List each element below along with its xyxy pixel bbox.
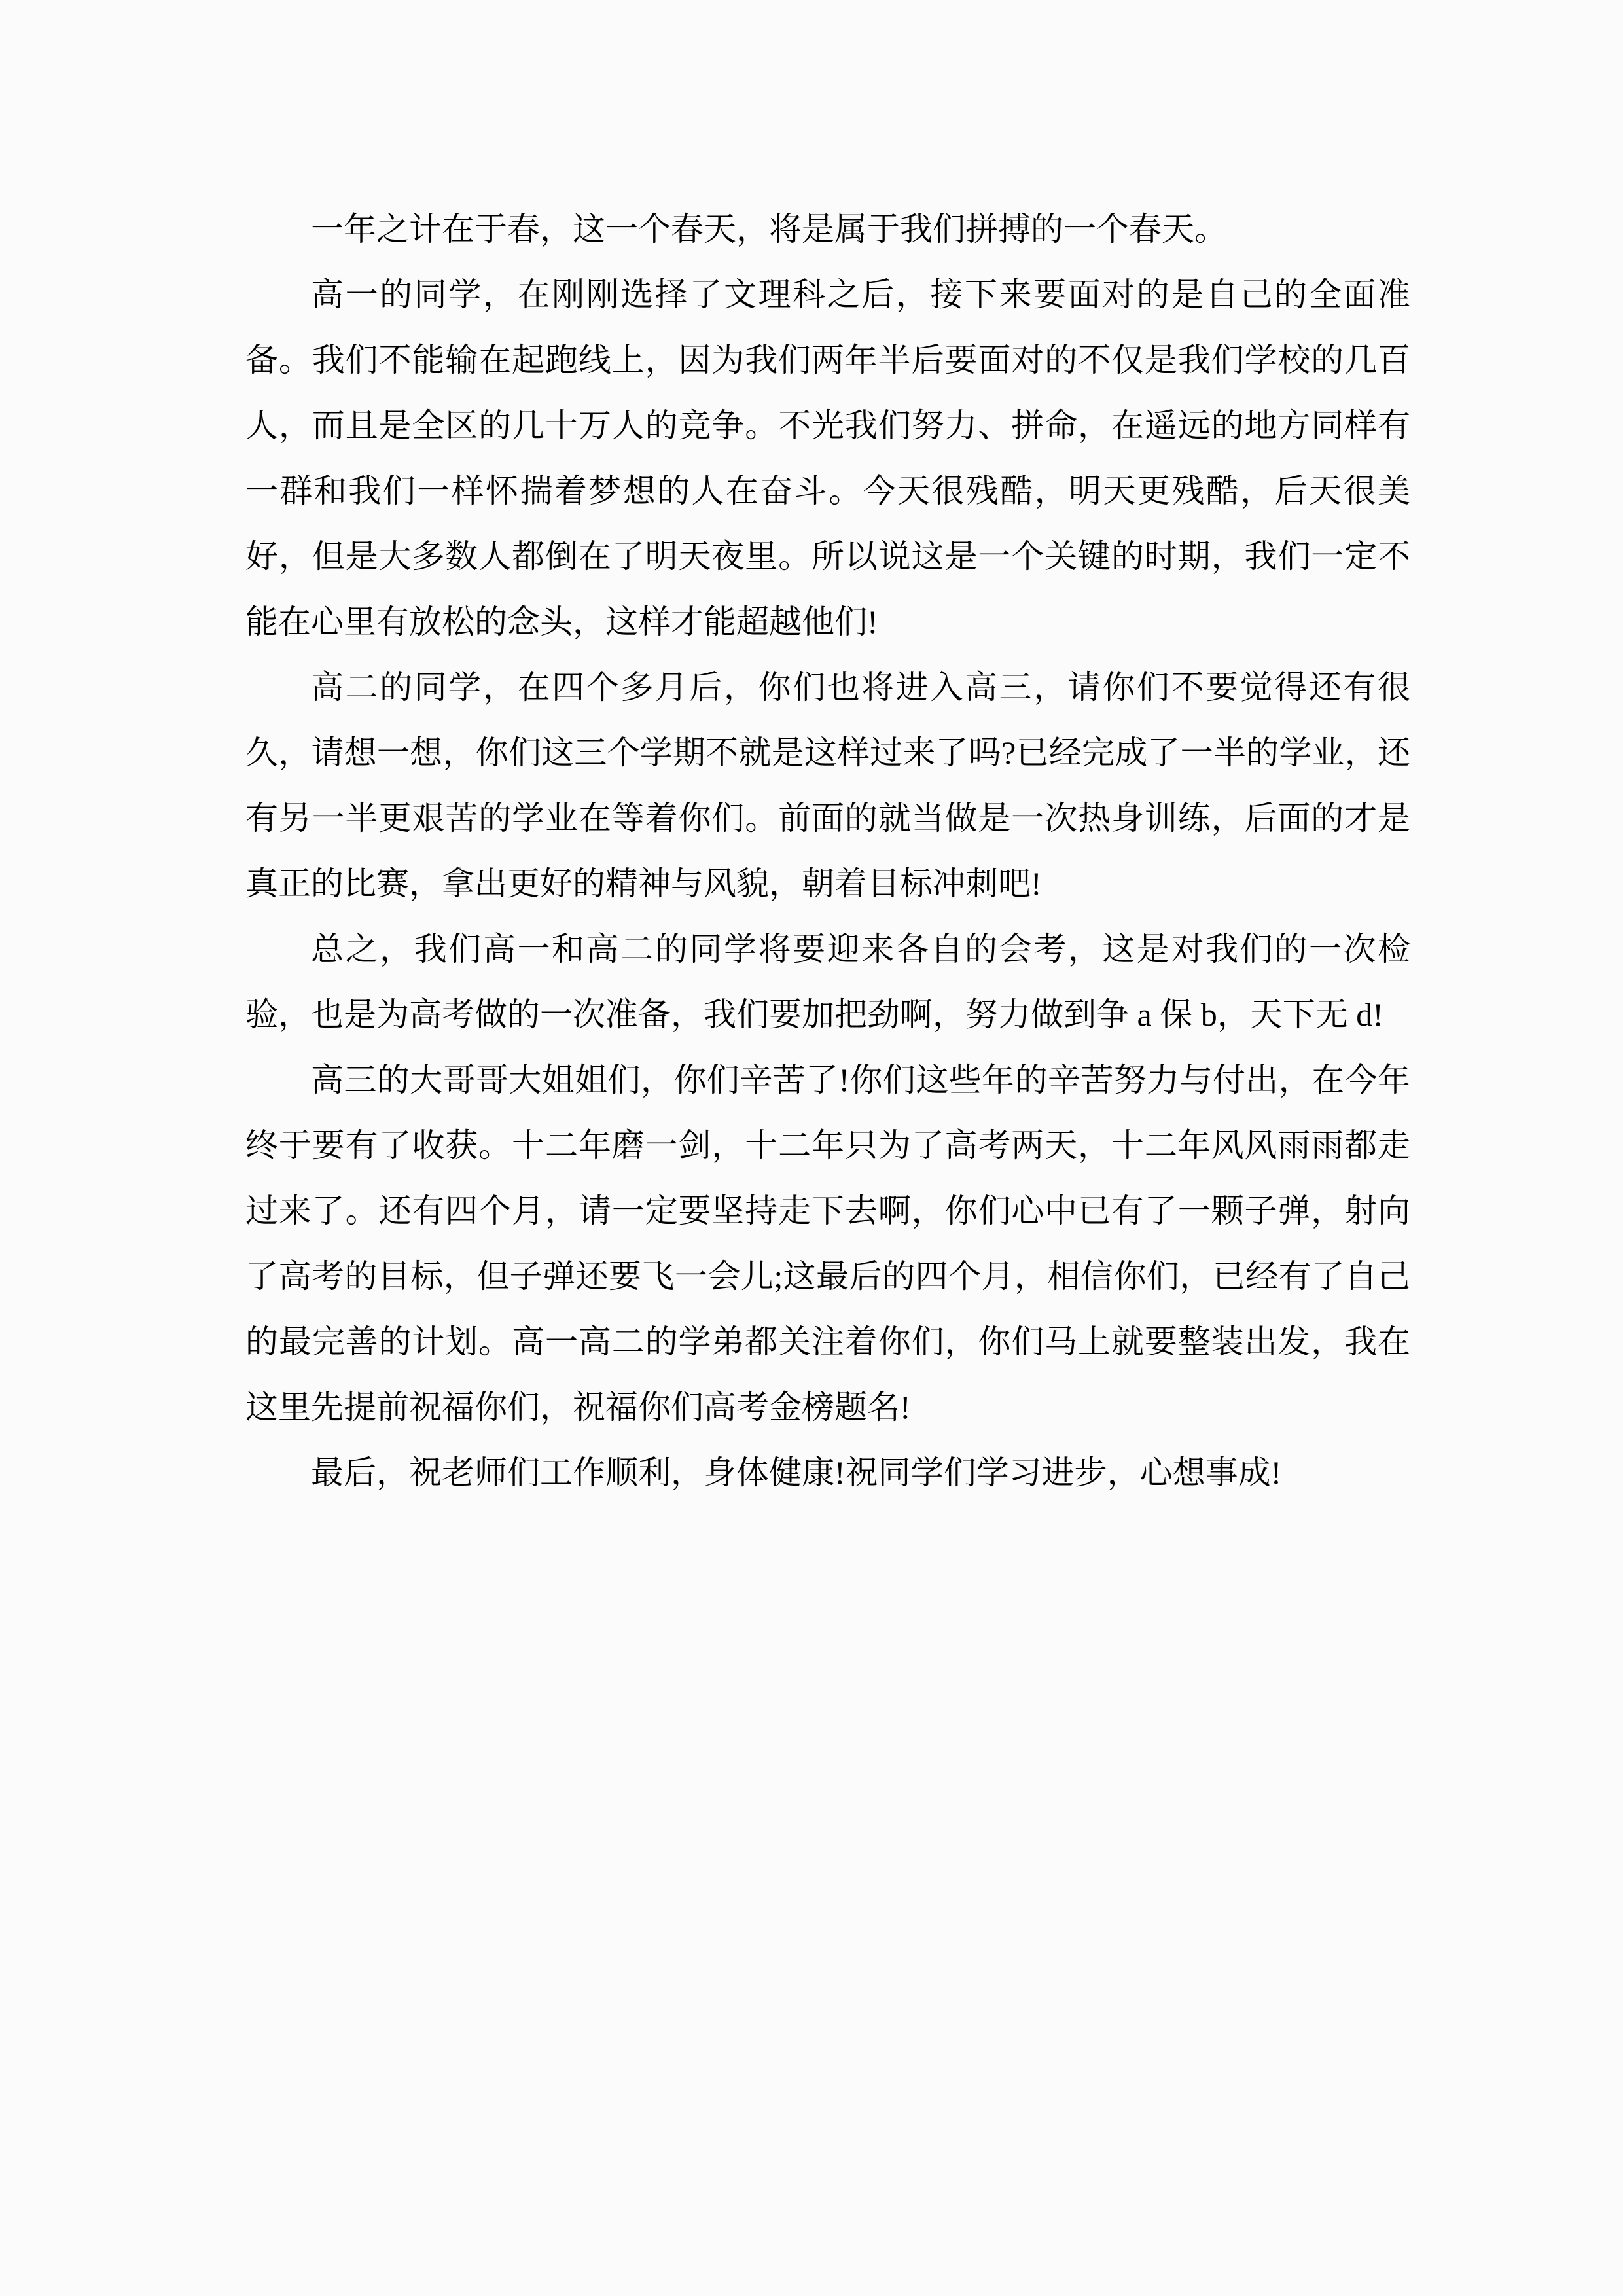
paragraph: 高二的同学，在四个多月后，你们也将进入高三，请你们不要觉得还有很久，请想一想，你们这三个学期不就是这样过来了吗?已经完成了一半的学业，还有另一半更艰苦的学业在等着你们。前面的就当做是一次热身训练，后面的才是真正的比赛，拿出更好的精神与风貌，朝着目标冲刺吧!	[245, 669, 1410, 902]
paragraph: 高三的大哥哥大姐姐们，你们辛苦了!你们这些年的辛苦努力与付出，在今年终于要有了收获。十二年磨一剑，十二年只为了高考两天，十二年风风雨雨都走过来了。还有四个月，请一定要坚持走下去啊，你们心中已有了一颗子弹，射向了高考的目标，但子弹还要飞一会儿;这最后的四个月，相信你们，已经有了自己的最完善的计划。高一高二的学弟都关注着你们，你们马上就要整装出发，我在这里先提前祝福你们，祝福你们高考金榜题名!	[245, 1062, 1410, 1426]
paragraph: 高一的同学，在刚刚选择了文理科之后，接下来要面对的是自己的全面准备。我们不能输在起跑线上，因为我们两年半后要面对的不仅是我们学校的几百人，而且是全区的几十万人的竞争。不光我们努力、拼命，在遥远的地方同样有一群和我们一样怀揣着梦想的人在奋斗。今天很残酷，明天更残酷，后天很美好，但是大多数人都倒在了明天夜里。所以说这是一个关键的时期，我们一定不能在心里有放松的念头，这样才能超越他们!	[245, 276, 1410, 640]
paragraph: 最后，祝老师们工作顺利，身体健康!祝同学们学习进步，心想事成!	[311, 1454, 1282, 1491]
paragraph: 总之，我们高一和高二的同学将要迎来各自的会考，这是对我们的一次检验，也是为高考做的一次准备，我们要加把劲啊，努力做到争 a 保 b，天下无 d!	[245, 931, 1410, 1033]
paragraph: 一年之计在于春，这一个春天，将是属于我们拼搏的一个春天。	[311, 211, 1227, 247]
document-body	[245, 196, 1410, 1505]
